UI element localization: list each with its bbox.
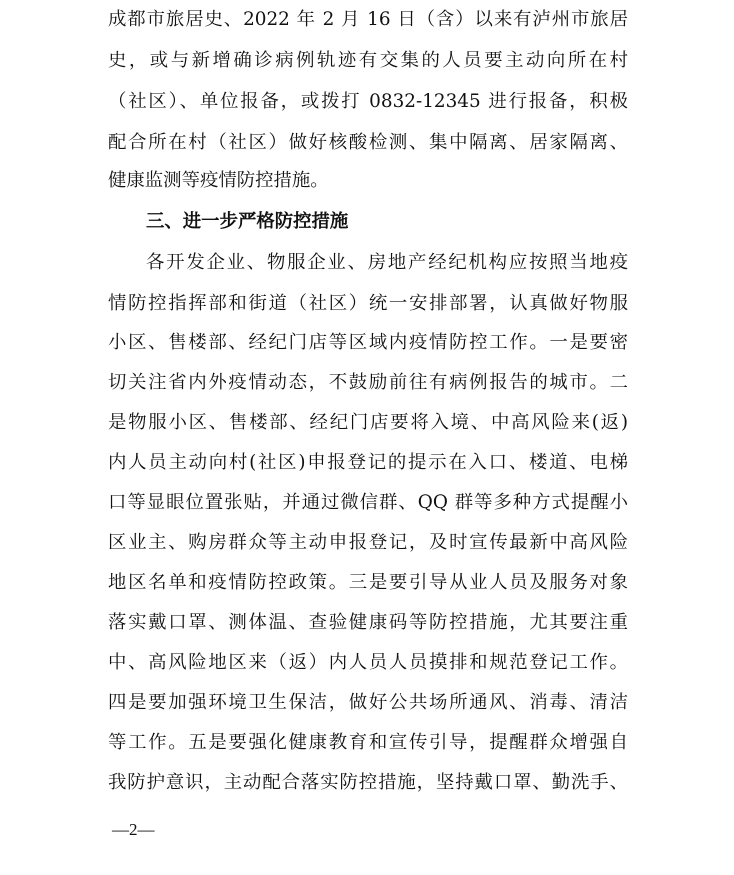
- body-text-line: 是物服小区、售楼部、经纪门店要将入境、中高风险来(返): [108, 412, 628, 433]
- body-text-line: 口等显眼位置张贴，并通过微信群、QQ 群等多种方式提醒小: [108, 492, 628, 513]
- body-text-line: 成都市旅居史、2022 年 2 月 16 日（含）以来有泸州市旅居: [108, 9, 628, 30]
- body-text-line: 健康监测等疫情防控措施。: [108, 170, 329, 191]
- body-text-line: 等工作。五是要强化健康教育和宣传引导，提醒群众增强自: [108, 732, 628, 753]
- body-text-line: 史，或与新增确诊病例轨迹有交集的人员要主动向所在村: [108, 50, 628, 71]
- body-text-line: 四是要加强环境卫生保洁，做好公共场所通风、消毒、清洁: [108, 692, 628, 713]
- body-text-line: 内人员主动向村(社区)申报登记的提示在入口、楼道、电梯: [108, 452, 628, 473]
- body-text-line: 区业主、购房群众等主动申报登记，及时宣传最新中高风险: [108, 532, 628, 553]
- body-text-line: 地区名单和疫情防控政策。三是要引导从业人员及服务对象: [108, 572, 628, 593]
- section-heading: 三、进一步严格防控措施: [146, 211, 349, 232]
- body-text-line: 配合所在村（社区）做好核酸检测、集中隔离、居家隔离、: [108, 132, 628, 153]
- body-text-line: （社区）、单位报备，或拨打 0832-12345 进行报备，积极: [108, 91, 628, 112]
- body-text-line: 情防控指挥部和街道（社区）统一安排部署，认真做好物服: [108, 293, 628, 314]
- body-text-line: 各开发企业、物服企业、房地产经纪机构应按照当地疫: [146, 252, 628, 273]
- page-number: —2—: [112, 820, 155, 839]
- body-text-line: 切关注省内外疫情动态，不鼓励前往有病例报告的城市。二: [108, 372, 628, 393]
- body-text-line: 中、高风险地区来（返）内人员人员摸排和规范登记工作。: [108, 652, 628, 673]
- body-text-line: 落实戴口罩、测体温、查验健康码等防控措施，尤其要注重: [108, 612, 628, 633]
- body-text-line: 小区、售楼部、经纪门店等区域内疫情防控工作。一是要密: [108, 332, 628, 353]
- body-text-line: 我防护意识，主动配合落实防控措施，坚持戴口罩、勤洗手、: [108, 772, 628, 793]
